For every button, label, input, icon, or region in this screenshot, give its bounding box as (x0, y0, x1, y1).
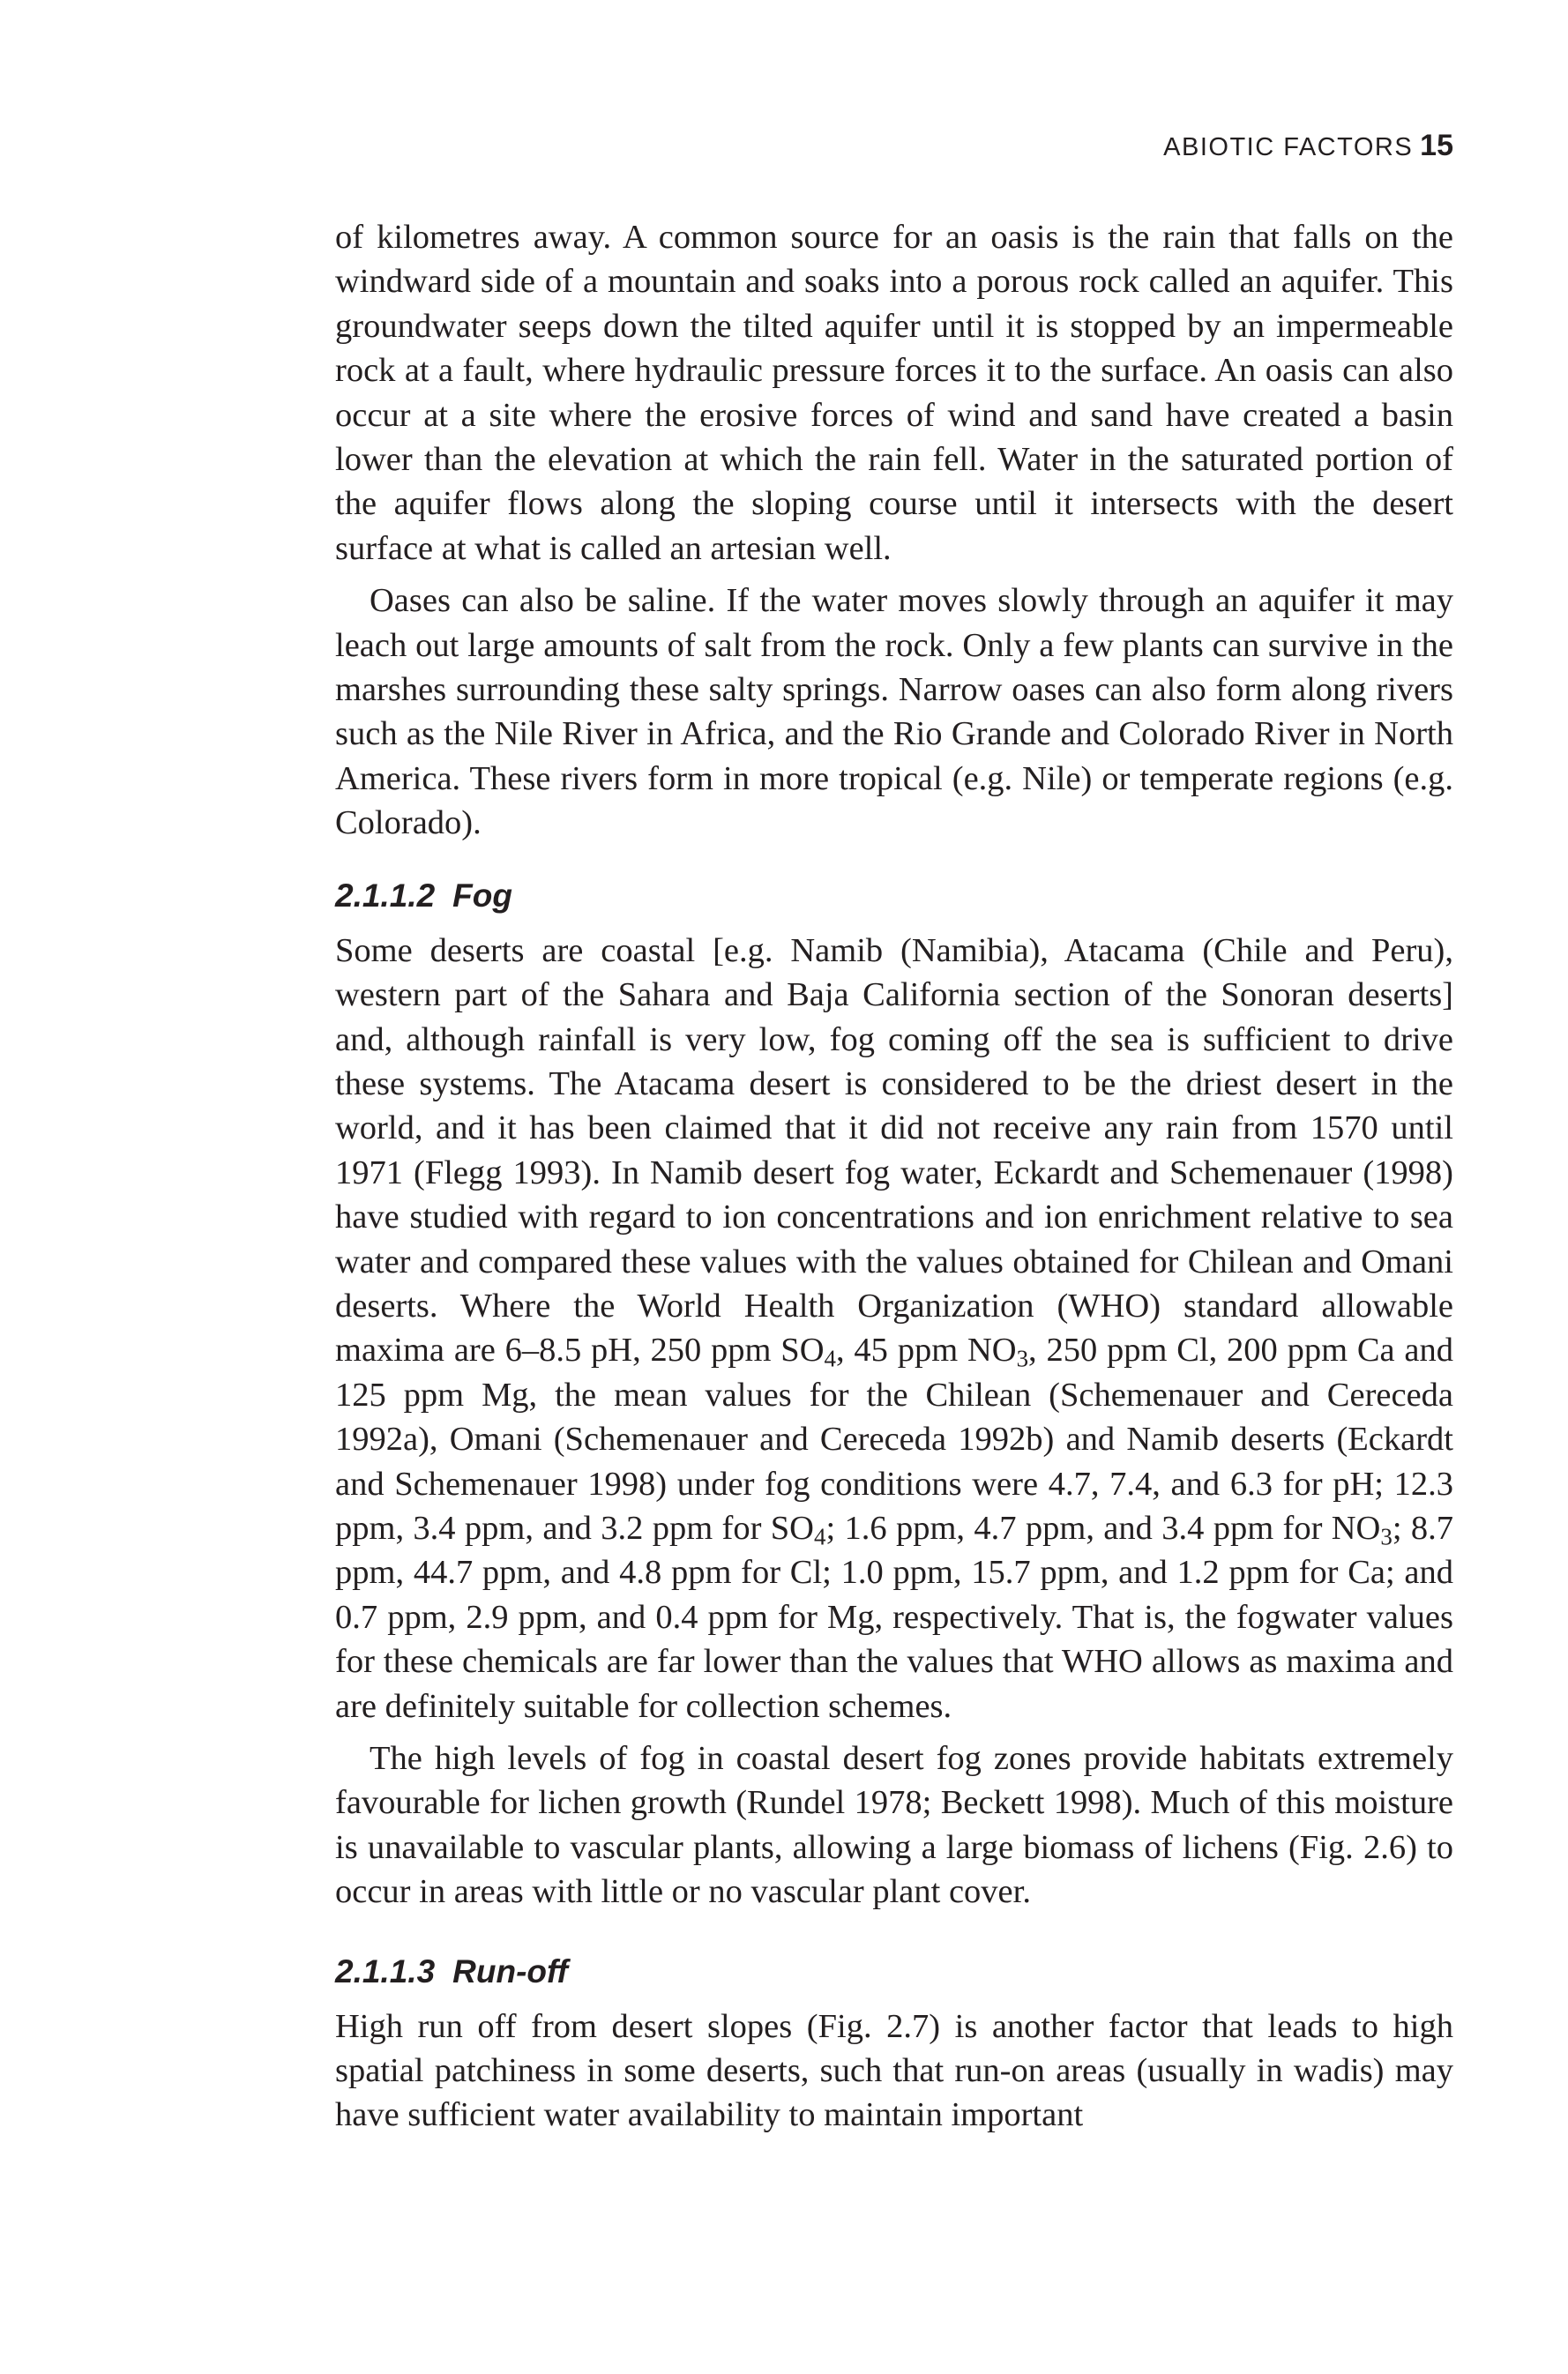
section-heading-runoff (335, 1950, 1453, 1994)
subscript: 3 (1380, 1523, 1393, 1550)
paragraph-oasis-continued: of kilometres away. A common source for an oasis is the rain that falls on the windward side of a mountain and soaks into a porous rock called an aquifer. This groundwater seeps down the tilted aquifer until it is stopped by an impermeable rock at a fault, where hydraulic pressure forces it to the surface. An oasis can also occur at a site where the erosive forces of wind and sand have created a basin lower than the elevation at which the rain fell. Water in the saturated portion of the aquifer flows along the sloping course until it intersects with the desert surface at what is called an artesian well. (335, 219, 1453, 567)
subscript: 3 (1016, 1346, 1029, 1373)
section-title-runoff: Run-off (452, 1952, 568, 1990)
paragraph-oases-saline: Oases can also be saline. If the water moves slowly through an aquifer it may leach out large amounts of salt from the rock. Only a few plants can survive in the marshes surrounding these salty springs. Narrow oases can also form along rivers such as the Nile River in Africa, and the Rio Grande and Colorado River in North America. These rivers form in more tropical (e.g. Nile) or temperate regions (e.g. Colorado). (335, 582, 1453, 842)
section-heading-fog (335, 874, 1453, 918)
subscript: 4 (824, 1346, 836, 1373)
running-head (1163, 129, 1453, 163)
fog-text-b: , 45 ppm NO (835, 1332, 1017, 1370)
fog-text-c: , 250 ppm Cl, 200 ppm Ca and 125 ppm Mg, the mean values for the Chilean (Schemenauer and Cereceda 1992a), Omani (Schemenauer and Cereceda 1992b) and Namib deserts (Eckardt and Schemenauer 1998) under fog conditions were 4.7, 7.4, and 6.3 for pH; 12.3 ppm, 3.4 ppm, and 3.2 ppm for SO (335, 1332, 1453, 1547)
fog-text-d: ; 1.6 ppm, 4.7 ppm, and 3.4 ppm for NO (825, 1509, 1381, 1547)
paragraph-fog-2: The high levels of fog in coastal desert fog zones provide habitats extremely favourable for lichen growth (Rundel 1978; Beckett 1998). Much of this moisture is unavailable to vascular plants, allowing a large biomass of lichens (Fig. 2.6) to occur in areas with little or no vascular plant cover. (335, 1740, 1453, 1911)
fog-text-a: Some deserts are coastal [e.g. Namib (Namibia), Atacama (Chile and Peru), western part of the Sahara and Baja California section of the Sonoran deserts] and, although rainfall is very low, fog coming off the sea is sufficient to drive these systems. The Atacama desert is considered to be the driest desert in the world, and it has been claimed that it did not receive any rain from 1570 until 1971 (Flegg 1993). In Namib desert fog water, Eckardt and Schemenauer (1998) have studied with regard to ion concentrations and ion enrichment relative to sea water and compared these values with the values obtained for Chilean and Omani deserts. Where the World Health Organization (WHO) standard allowable maxima are 6–8.5 pH, 250 ppm SO (335, 931, 1453, 1370)
running-head-title: ABIOTIC FACTORS (1163, 133, 1414, 161)
fog-text-e: ; 8.7 ppm, 44.7 ppm, and 4.8 ppm for Cl; 1.0 ppm, 15.7 ppm, and 1.2 ppm for Ca; and 0.7 ppm, 2.9 ppm, and 0.4 ppm for Mg, respectively. That is, the fogwater values for these chemicals are far lower than the values that WHO allows as maxima and are definitely suitable for collection schemes. (335, 1509, 1453, 1725)
subscript: 4 (813, 1523, 826, 1550)
page-body (335, 215, 1453, 2138)
paragraph-runoff-1: High run off from desert slopes (Fig. 2.7) is another factor that leads to high spatial patchiness in some deserts, such that run-on areas (usually in wadis) may have sufficient water availability to maintain important (335, 2007, 1453, 2134)
section-number-runoff: 2.1.1.3 (335, 1952, 436, 1990)
section-title-fog: Fog (452, 877, 512, 914)
section-number-fog: 2.1.1.2 (335, 877, 436, 914)
paragraph-fog-1 (335, 929, 1453, 1728)
page-number: 15 (1420, 129, 1453, 162)
